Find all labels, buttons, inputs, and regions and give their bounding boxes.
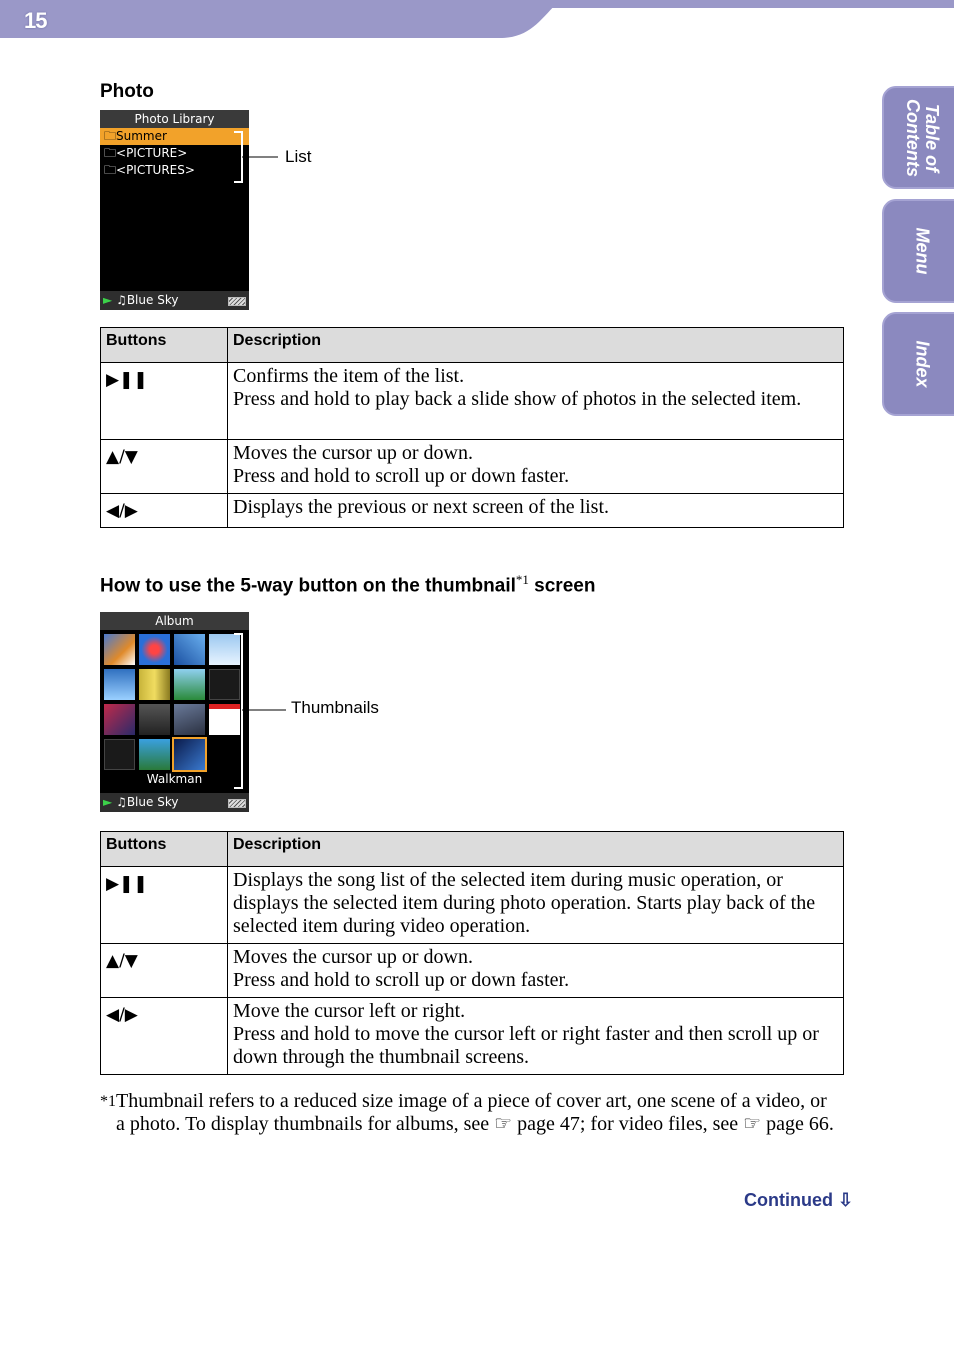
callout-thumbnails: Thumbnails — [291, 698, 379, 717]
tab-index-label: Index — [912, 340, 933, 388]
screen-title: Photo Library — [100, 110, 249, 128]
table-row — [101, 998, 844, 1075]
thumbnail — [104, 634, 135, 665]
callout-list: List — [285, 147, 312, 166]
album-thumbnail-screen — [100, 612, 249, 812]
status-bar: ► ♫Blue Sky — [100, 291, 249, 310]
table-row — [101, 440, 844, 494]
footnote-text: Thumbnail refers to a reduced size image of a piece of cover art, one scene of a video, or a photo. To display thumbnails for albums, see ☞ page 47; for video files, see ☞ page 66. — [116, 1090, 834, 1135]
screen-title: Album — [100, 612, 249, 630]
tab-menu[interactable] — [882, 199, 954, 303]
footnote-mark: *1 — [100, 1093, 116, 1110]
photo-buttons-table — [100, 327, 844, 528]
note-icon: ♫ — [116, 293, 127, 307]
play-pause-icon: ▶❚❚ — [101, 867, 228, 944]
note-icon: ♫ — [116, 795, 127, 809]
battery-icon — [228, 297, 246, 306]
table-header-row — [101, 328, 844, 363]
folder-icon: 🗀 — [104, 163, 117, 177]
left-right-icon: ◀/▶ — [101, 494, 228, 528]
header-band — [0, 0, 954, 40]
thumbnail — [139, 704, 170, 735]
column-header-buttons: Buttons — [101, 832, 228, 867]
up-down-icon: ▲/▼ — [101, 944, 228, 998]
list-item: 🗀<PICTURES> — [104, 163, 195, 177]
play-icon: ► — [103, 293, 113, 307]
thumbnail — [139, 739, 170, 770]
thumbnail — [174, 704, 205, 735]
table-row — [101, 944, 844, 998]
column-header-description: Description — [228, 328, 844, 363]
section-heading-thumbnail: How to use the 5-way button on the thumbnail$^{*1}$ screen — [100, 572, 596, 597]
thumbnail — [139, 634, 170, 665]
tab-menu-label: Menu — [912, 227, 933, 275]
thumbnail-caption: Walkman — [146, 772, 203, 786]
table-row — [101, 363, 844, 440]
thumbnail — [104, 704, 135, 735]
photo-library-screen — [100, 110, 249, 310]
up-down-icon: ▲/▼ — [101, 440, 228, 494]
list-item: 🗀<PICTURE> — [104, 146, 188, 160]
tab-index[interactable] — [882, 312, 954, 416]
play-pause-icon: ▶❚❚ — [101, 363, 228, 440]
footnote — [100, 1090, 840, 1136]
thumbnails-bracket — [232, 632, 288, 792]
tab-table-of-contents[interactable] — [882, 86, 954, 189]
table-header-row — [101, 832, 844, 867]
description-cell: Displays the song list of the selected item during music operation, or displays the selected item during photo operation. Starts play back of the selected item during video operation. — [228, 867, 844, 944]
continued-link[interactable]: Continued ⇩ — [744, 1190, 854, 1210]
folder-icon: 🗀 — [104, 129, 117, 143]
table-row — [101, 867, 844, 944]
left-right-icon: ◀/▶ — [101, 998, 228, 1075]
tab-table-of-contents-label: Table of Contents — [903, 98, 942, 177]
column-header-description: Description — [228, 832, 844, 867]
thumbnail — [174, 669, 205, 700]
battery-icon — [228, 799, 246, 808]
description-cell: Moves the cursor up or down. Press and hold to scroll up or down faster. — [228, 440, 844, 494]
thumbnail — [104, 739, 135, 770]
description-cell: Confirms the item of the list. Press and hold to play back a slide show of photos in the selected item. — [228, 363, 844, 440]
column-header-buttons: Buttons — [101, 328, 228, 363]
thumbnail — [104, 669, 135, 700]
thumbnail — [139, 669, 170, 700]
list-item: 🗀Summer — [100, 128, 249, 145]
thumbnail-selected — [174, 739, 205, 770]
thumbnail-buttons-table — [100, 831, 844, 1075]
section-heading-photo: Photo — [100, 81, 154, 102]
thumbnail — [174, 634, 205, 665]
description-cell: Displays the previous or next screen of the list. — [228, 494, 844, 528]
description-cell: Move the cursor left or right. Press and hold to move the cursor left or right faster and then scroll up or down through the thumbnail screens. — [228, 998, 844, 1075]
folder-icon: 🗀 — [104, 146, 117, 160]
status-bar: ► ♫Blue Sky — [100, 793, 249, 812]
page-number: 15 — [24, 8, 47, 33]
description-cell: Moves the cursor up or down. Press and hold to scroll up or down faster. — [228, 944, 844, 998]
play-icon: ► — [103, 795, 113, 809]
table-row — [101, 494, 844, 528]
list-bracket — [232, 130, 280, 186]
